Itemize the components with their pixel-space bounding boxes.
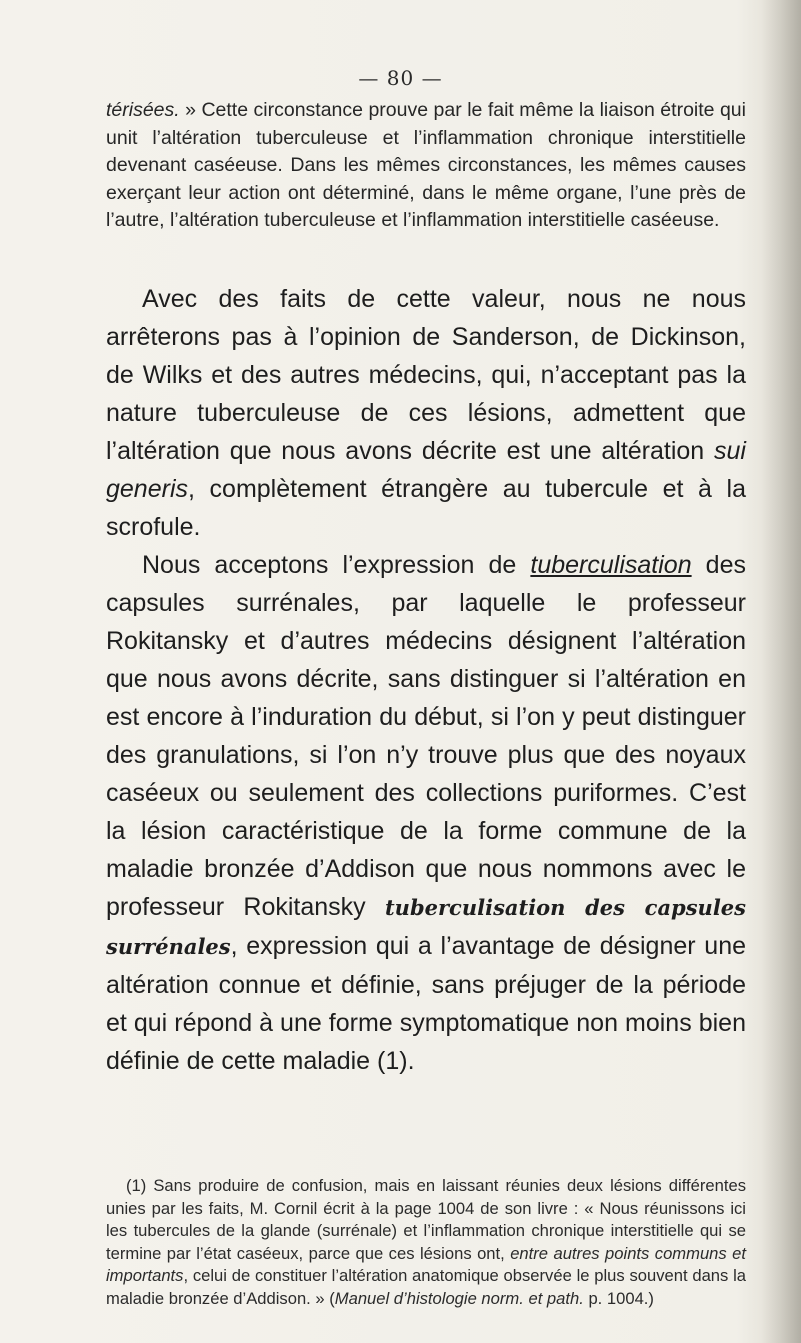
paragraph-continuation: [106, 97, 746, 235]
paragraph3-text-before: Nous acceptons l’expression de: [142, 551, 531, 579]
footnote-text-before: (1) Sans produire de confusion, mais en laissant réunies deux lésions différentes unies par les faits, M. Cornil écrit à la page 1004 de son livre : « Nous réunissons ici les tubercules de la glande (surrénale) et l’inflammation chronique interstitielle qui se termine par l’état caséeux, parce que ces lésions ont,: [106, 1176, 746, 1263]
paragraph3-text-mid: des capsules surrénales, par laquelle le professeur Rokitansky et d’autres médecins désignent l’altération que nous avons décrite, sans distinguer si l’altération en est encore à l’induration du début, si l’on y peut distinguer des granulations, si l’on n’y trouve plus que des noyaux caséeux ou seulement des collections puriformes. C’est la lésion caractéristique de la forme commune de la maladie bronzée d’Addison que nous nommons avec le professeur Rokitansky: [106, 551, 746, 921]
footnote-italic-phrase: entre autres points communs et importants: [106, 1243, 746, 1286]
tuberculisation-underlined: tuberculisation: [530, 551, 692, 579]
paragraph-sanderson: [106, 280, 746, 546]
paragraph2-text-after: , complètement étrangère au tubercule et à la scrofule.: [106, 475, 746, 541]
footnote-citation: Manuel d’histologie norm. et path.: [334, 1288, 584, 1308]
tuberculisation-bold-term: tuberculisation des capsules surrénales: [106, 895, 746, 959]
paragraph3-text-after: , expression qui a l’avantage de désigner une altération connue et définie, sans préjuger de la période et qui répond à une forme symptomatique non moins bien définie de cette maladie (1).: [106, 932, 746, 1075]
page-edge-shadow: [761, 0, 801, 1343]
sui-generis-italic: sui generis: [106, 437, 746, 503]
footnote-text-after: p. 1004.): [583, 1288, 654, 1308]
lead-italic-word: térisées.: [106, 99, 180, 121]
footnote-text-mid: , celui de constituer l’altération anatomique observée le plus souvent dans la maladie bronzée d’Addison. » (: [106, 1266, 746, 1308]
paragraph2-text-before: Avec des faits de cette valeur, nous ne nous arrêterons pas à l’opinion de Sanderson, de Dickinson, de Wilks et des autres médecins, qui, n’acceptant pas la nature tuberculeuse de ces lésions, admettent que l’altération que nous avons décrite est une altération: [106, 285, 746, 465]
paragraph1-text: » Cette circonstance prouve par le fait même la liaison étroite qui unit l’altération tuberculeuse et l’inflammation chronique interstitielle devenant caséeuse. Dans les mêmes circonstances, les mêmes causes exerçant leur action ont déterminé, dans le même organe, l’une près de l’autre, l’altération tuberculeuse et l’inflammation interstitielle caséeuse.: [106, 99, 746, 232]
paragraph-tuberculisation: [106, 546, 746, 1080]
page-number: — 80 —: [358, 66, 443, 90]
footnote: [106, 1175, 746, 1311]
